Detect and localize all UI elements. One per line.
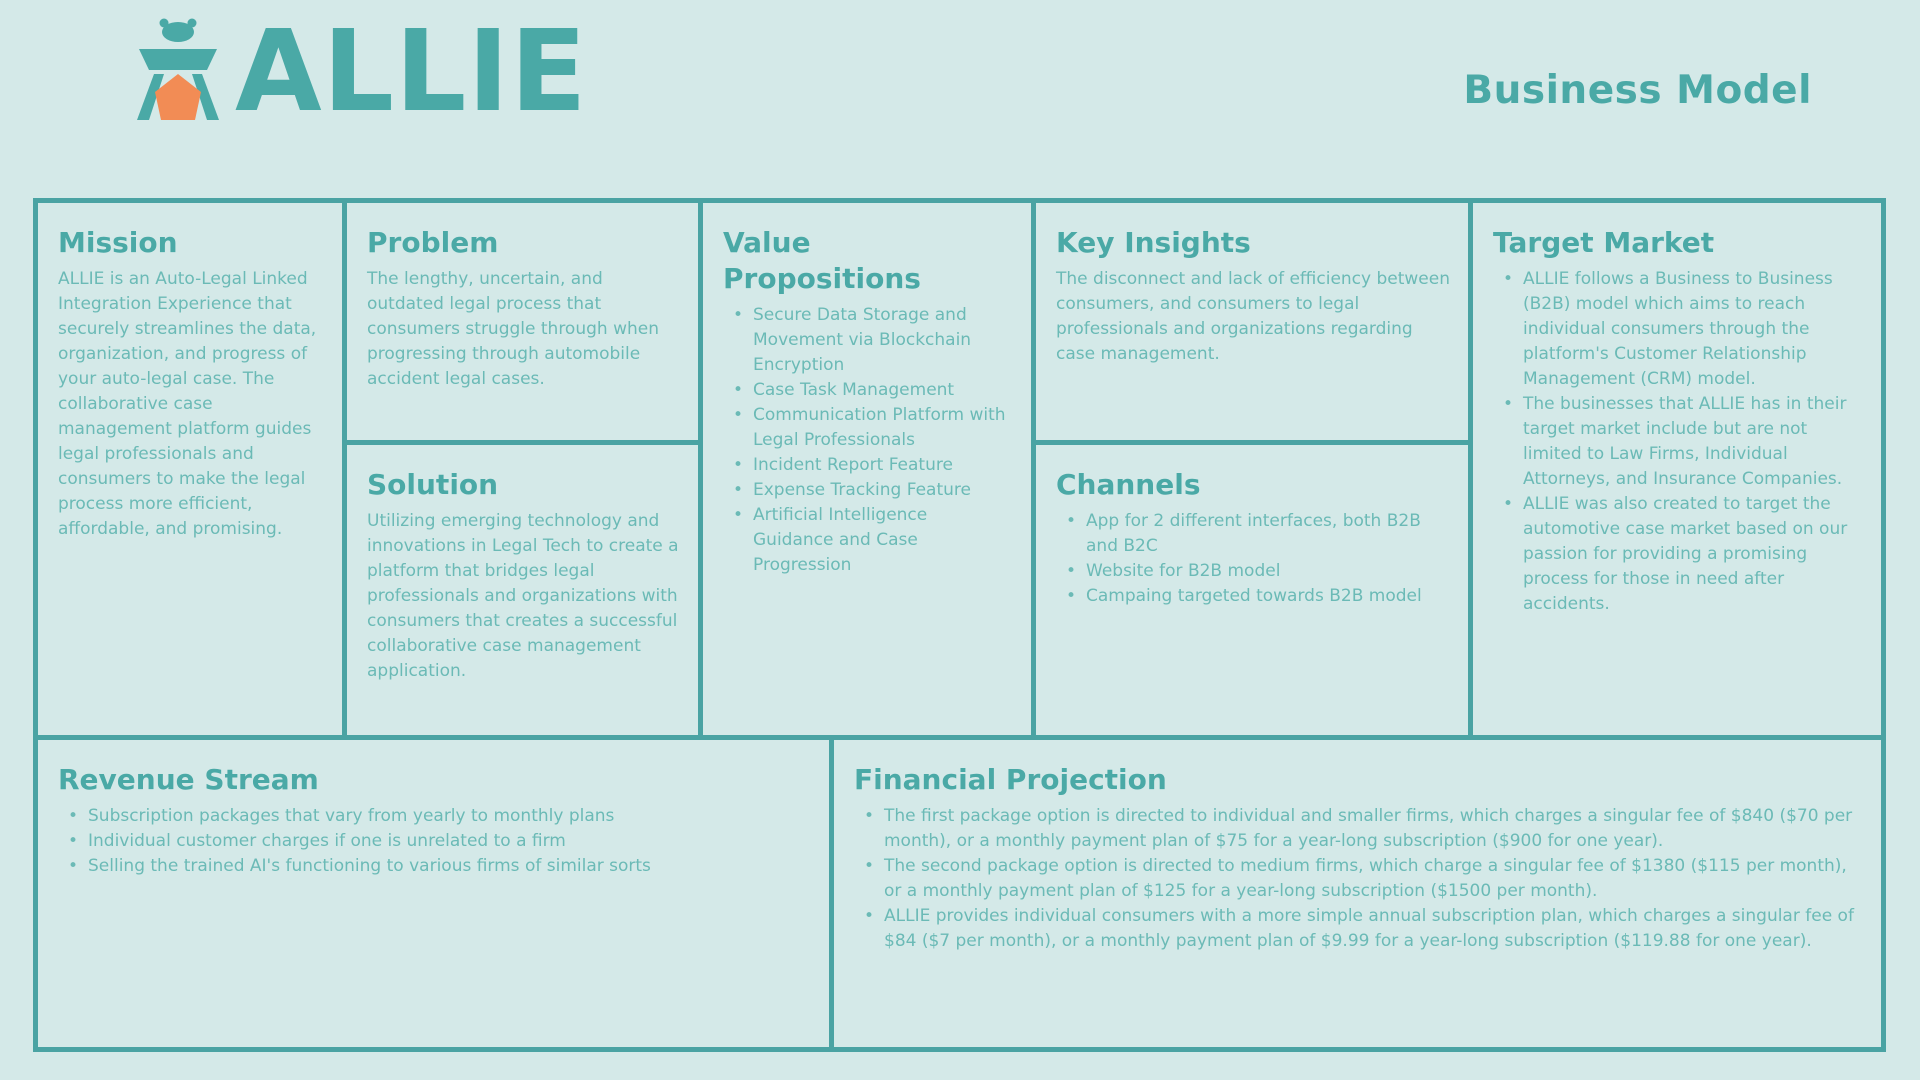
list-item: • Subscription packages that vary from yearly to monthly plans: [88, 804, 811, 829]
channels-section: [1036, 445, 1473, 735]
list-item: • ALLIE follows a Business to Business (B2B) model which aims to reach individual consumers through the platform's Customer Relationship Management (CRM) model.: [1523, 267, 1863, 392]
list-item: • Individual customer charges if one is unrelated to a firm: [88, 829, 811, 854]
problem-text: The lengthy, uncertain, and outdated legal process that consumers struggle through when progressing through automobile accident legal cases.: [367, 269, 659, 389]
logo-wordmark: ALLIE: [235, 7, 588, 137]
problem-title: Problem: [367, 226, 499, 259]
mission-section: [38, 203, 347, 735]
list-item: • App for 2 different interfaces, both B2B and B2C: [1086, 509, 1450, 559]
key-insights-text: The disconnect and lack of efficiency between consumers, and consumers to legal professionals and organizations regarding case management.: [1056, 269, 1450, 364]
allie-logo: [135, 7, 588, 137]
list-item: • Secure Data Storage and Movement via Blockchain Encryption: [753, 303, 1013, 378]
target-market-section: [1473, 203, 1881, 735]
solution-title: Solution: [367, 468, 499, 501]
list-item: • Expense Tracking Feature: [753, 478, 1013, 503]
list-item: • ALLIE was also created to target the automotive case market based on our passion for providing a promising process for those in need after accidents.: [1523, 492, 1863, 617]
value-propositions-section: [703, 203, 1036, 735]
person-emblem-icon: [135, 16, 221, 128]
list-item: • The second package option is directed to medium firms, which charge a singular fee of $1380 ($115 per month), or a monthly payment plan of $125 for a year-long subscription ($1500 per month).: [884, 854, 1863, 904]
target-market-title: Target Market: [1493, 226, 1715, 259]
key-insights-section: [1036, 203, 1473, 445]
list-item: • Case Task Management: [753, 378, 1013, 403]
financial-projection-section: [834, 740, 1881, 1047]
list-item: • Campaing targeted towards B2B model: [1086, 584, 1450, 609]
channels-title: Channels: [1056, 468, 1201, 501]
key-insights-title: Key Insights: [1056, 226, 1251, 259]
solution-text: Utilizing emerging technology and innovations in Legal Tech to create a platform that bridges legal professionals and organizations with consumers that creates a successful collaborative case management application.: [367, 511, 679, 681]
value-propositions-title: Value Propositions: [723, 226, 921, 295]
list-item: • ALLIE provides individual consumers with a more simple annual subscription plan, which charges a singular fee of $84 ($7 per month), or a monthly payment plan of $9.99 for a year-long subscription ($119.88 for one year).: [884, 904, 1863, 954]
list-item: • Communication Platform with Legal Professionals: [753, 403, 1013, 453]
list-item: • The businesses that ALLIE has in their target market include but are not limited to Law Firms, Individual Attorneys, and Insurance Companies.: [1523, 392, 1863, 492]
mission-text: ALLIE is an Auto-Legal Linked Integration Experience that securely streamlines the data, organization, and progress of your auto-legal case. The collaborative case management platform guides legal professionals and consumers to make the legal process more efficient, affordable, and promising.: [58, 269, 317, 539]
list-item: • Artificial Intelligence Guidance and Case Progression: [753, 503, 1013, 578]
problem-section: [347, 203, 703, 445]
list-item: • Website for B2B model: [1086, 559, 1450, 584]
page-title: Business Model: [1463, 68, 1812, 113]
financial-projection-title: Financial Projection: [854, 763, 1167, 796]
solution-section: [347, 445, 703, 735]
business-model-canvas: [33, 198, 1886, 1052]
list-item: • The first package option is directed to individual and smaller firms, which charges a singular fee of $840 ($70 per month), or a monthly payment plan of $75 for a year-long subscription ($900 for one year).: [884, 804, 1863, 854]
list-item: • Incident Report Feature: [753, 453, 1013, 478]
mission-title: Mission: [58, 226, 178, 259]
revenue-stream-section: [38, 740, 834, 1047]
list-item: • Selling the trained AI's functioning to various firms of similar sorts: [88, 854, 811, 879]
revenue-stream-title: Revenue Stream: [58, 763, 319, 796]
